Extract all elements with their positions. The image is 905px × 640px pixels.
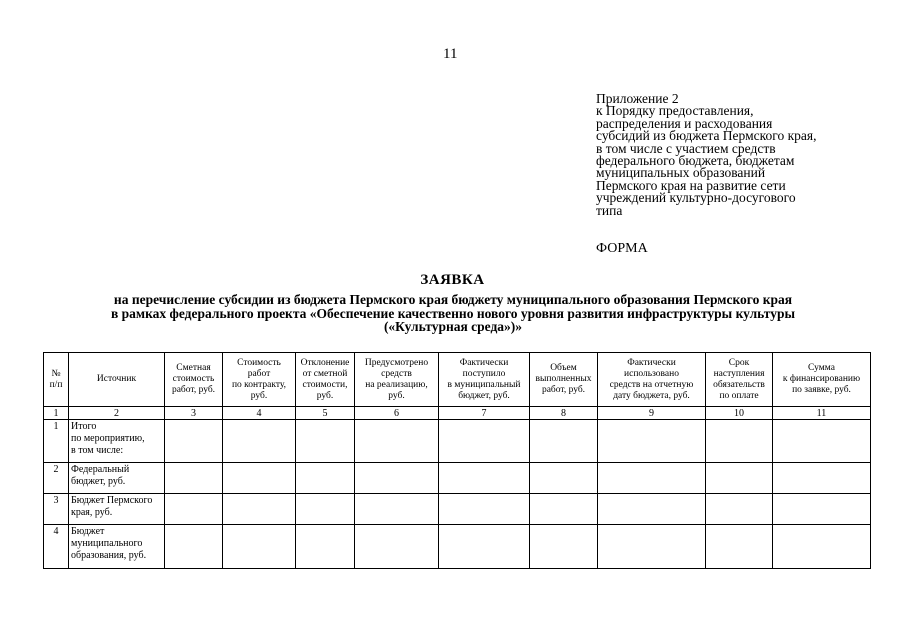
- empty-cell[interactable]: [223, 420, 296, 463]
- cell-line: в том числе:: [71, 445, 124, 456]
- table-row: [44, 525, 871, 569]
- cell-line: бюджет, руб.: [71, 476, 126, 487]
- col-header: [598, 353, 706, 407]
- table-row: [44, 463, 871, 494]
- cell-line: поступило: [462, 368, 506, 379]
- cell-line: руб.: [250, 390, 268, 401]
- cell-line: от сметной: [302, 368, 348, 379]
- cell-line: работ, руб.: [541, 385, 586, 395]
- source-cell: [69, 420, 165, 463]
- col-header: [223, 353, 296, 407]
- cell-line: использовано: [624, 368, 679, 379]
- empty-cell[interactable]: [706, 463, 773, 494]
- cell-line: Бюджет Пермского: [71, 495, 153, 506]
- cell-line: по оплате: [719, 390, 759, 401]
- cell-line: образования, руб.: [71, 550, 147, 561]
- empty-cell[interactable]: [773, 463, 871, 494]
- column-number-row: [44, 407, 871, 420]
- column-number: 5: [296, 407, 355, 420]
- cell-line: Объем: [550, 363, 577, 373]
- appendix-line: Пермского края на развитие сети: [596, 177, 786, 193]
- empty-cell[interactable]: [706, 420, 773, 463]
- column-number: 4: [223, 407, 296, 420]
- cell-line: Фактически: [459, 357, 509, 368]
- empty-cell[interactable]: [439, 420, 530, 463]
- col-header: [44, 353, 69, 407]
- source-cell: [69, 525, 165, 569]
- empty-cell[interactable]: [706, 525, 773, 569]
- empty-cell[interactable]: [223, 525, 296, 569]
- column-number: 9: [598, 407, 706, 420]
- column-number: 10: [706, 407, 773, 420]
- subtitle-line: на перечисление субсидии из бюджета Пермского края бюджету муниципального образования Пермского края: [113, 292, 793, 307]
- cell-line: работ: [247, 368, 271, 379]
- appendix-line: субсидий из бюджета Пермского края,: [596, 128, 817, 144]
- row-number: 1: [44, 420, 69, 463]
- cell-line: по контракту,: [231, 379, 287, 390]
- cell-line: Предусмотрено: [364, 357, 429, 368]
- empty-cell[interactable]: [439, 463, 530, 494]
- appendix-line: муниципальных образований: [596, 165, 766, 181]
- column-number: 1: [44, 407, 69, 420]
- empty-cell[interactable]: [355, 463, 439, 494]
- empty-cell[interactable]: [598, 525, 706, 569]
- cell-line: Источник: [96, 374, 137, 384]
- empty-cell[interactable]: [296, 525, 355, 569]
- appendix-line: Приложение 2: [596, 91, 679, 106]
- cell-line: Итого: [71, 421, 97, 432]
- col-header: [530, 353, 598, 407]
- column-number: 3: [165, 407, 223, 420]
- cell-line: Стоимость: [237, 357, 281, 368]
- col-header: [706, 353, 773, 407]
- col-header: [165, 353, 223, 407]
- column-number: 6: [355, 407, 439, 420]
- cell-line: стоимость: [172, 374, 215, 384]
- cell-line: п/п: [49, 379, 63, 390]
- cell-line: Сумма: [808, 363, 835, 373]
- cell-line: по мероприятию,: [71, 433, 145, 444]
- row-number: 4: [44, 525, 69, 569]
- empty-cell[interactable]: [706, 494, 773, 525]
- col-header: [296, 353, 355, 407]
- empty-cell[interactable]: [165, 420, 223, 463]
- col-header: [439, 353, 530, 407]
- col-header: [773, 353, 871, 407]
- empty-cell[interactable]: [530, 494, 598, 525]
- subtitle-line: («Культурная среда»)»: [383, 319, 523, 334]
- form-label: ФОРМА: [596, 241, 648, 256]
- empty-cell[interactable]: [355, 494, 439, 525]
- cell-line: Бюджет: [71, 526, 105, 537]
- col-header: [69, 353, 165, 407]
- table-header-row: [44, 353, 871, 407]
- empty-cell[interactable]: [773, 494, 871, 525]
- empty-cell[interactable]: [530, 525, 598, 569]
- document-title: ЗАЯВКА: [420, 272, 485, 288]
- empty-cell[interactable]: [165, 494, 223, 525]
- cell-line: №: [51, 368, 61, 379]
- empty-cell[interactable]: [296, 494, 355, 525]
- cell-line: к финансированию: [782, 374, 861, 384]
- empty-cell[interactable]: [530, 420, 598, 463]
- page-number: 11: [443, 46, 458, 62]
- empty-cell[interactable]: [773, 525, 871, 569]
- empty-cell[interactable]: [773, 420, 871, 463]
- table-row: [44, 420, 871, 463]
- cell-line: на реализацию,: [365, 379, 428, 390]
- empty-cell[interactable]: [598, 463, 706, 494]
- appendix-line: типа: [596, 202, 623, 218]
- cell-line: муниципального: [71, 538, 143, 549]
- cell-line: наступления: [713, 368, 765, 379]
- cell-line: Отклонение: [300, 357, 350, 368]
- cell-line: в муниципальный: [447, 379, 521, 390]
- column-number: 11: [773, 407, 871, 420]
- cell-line: обязательств: [713, 379, 765, 390]
- cell-line: руб.: [316, 390, 334, 401]
- cell-line: по заявке, руб.: [792, 385, 851, 395]
- appendix-line: к Порядку предоставления,: [596, 103, 754, 119]
- appendix-note: [596, 93, 896, 217]
- empty-cell[interactable]: [355, 420, 439, 463]
- empty-cell[interactable]: [165, 463, 223, 494]
- appendix-line: в том числе с участием средств: [596, 140, 776, 156]
- cell-line: Сметная: [176, 363, 211, 373]
- cell-line: Срок: [728, 357, 750, 368]
- column-number: 8: [530, 407, 598, 420]
- empty-cell[interactable]: [355, 525, 439, 569]
- appendix-line: федерального бюджета, бюджетам: [596, 153, 795, 169]
- empty-cell[interactable]: [296, 463, 355, 494]
- empty-cell[interactable]: [439, 525, 530, 569]
- empty-cell[interactable]: [530, 463, 598, 494]
- source-cell: [69, 463, 165, 494]
- column-number: 7: [439, 407, 530, 420]
- cell-line: средств: [381, 368, 412, 379]
- table-row: [44, 494, 871, 525]
- document-subtitle: [40, 293, 866, 334]
- empty-cell[interactable]: [165, 525, 223, 569]
- cell-line: руб.: [388, 390, 405, 401]
- cell-line: края, руб.: [71, 507, 113, 518]
- cell-line: Федеральный: [71, 464, 130, 475]
- cell-line: дату бюджета, руб.: [613, 390, 690, 401]
- cell-line: бюджет, руб.: [458, 390, 510, 401]
- row-number: 2: [44, 463, 69, 494]
- empty-cell[interactable]: [598, 420, 706, 463]
- source-cell: [69, 494, 165, 525]
- appendix-line: распределения и расходования: [596, 115, 773, 131]
- cell-line: средств на отчетную: [609, 379, 694, 390]
- column-number: 2: [69, 407, 165, 420]
- cell-line: стоимости,: [302, 379, 348, 390]
- subtitle-line: в рамках федерального проекта «Обеспечение качественно нового уровня развития инфраструктуры культуры: [110, 305, 796, 321]
- col-header: [355, 353, 439, 407]
- row-number: 3: [44, 494, 69, 525]
- cell-line: Фактически: [627, 357, 676, 368]
- cell-line: работ, руб.: [171, 385, 216, 395]
- empty-cell[interactable]: [223, 463, 296, 494]
- cell-line: выполненных: [535, 374, 592, 384]
- empty-cell[interactable]: [598, 494, 706, 525]
- request-table: [43, 352, 871, 569]
- empty-cell[interactable]: [296, 420, 355, 463]
- empty-cell[interactable]: [439, 494, 530, 525]
- empty-cell[interactable]: [223, 494, 296, 525]
- appendix-line: учреждений культурно-досугового: [596, 190, 796, 206]
